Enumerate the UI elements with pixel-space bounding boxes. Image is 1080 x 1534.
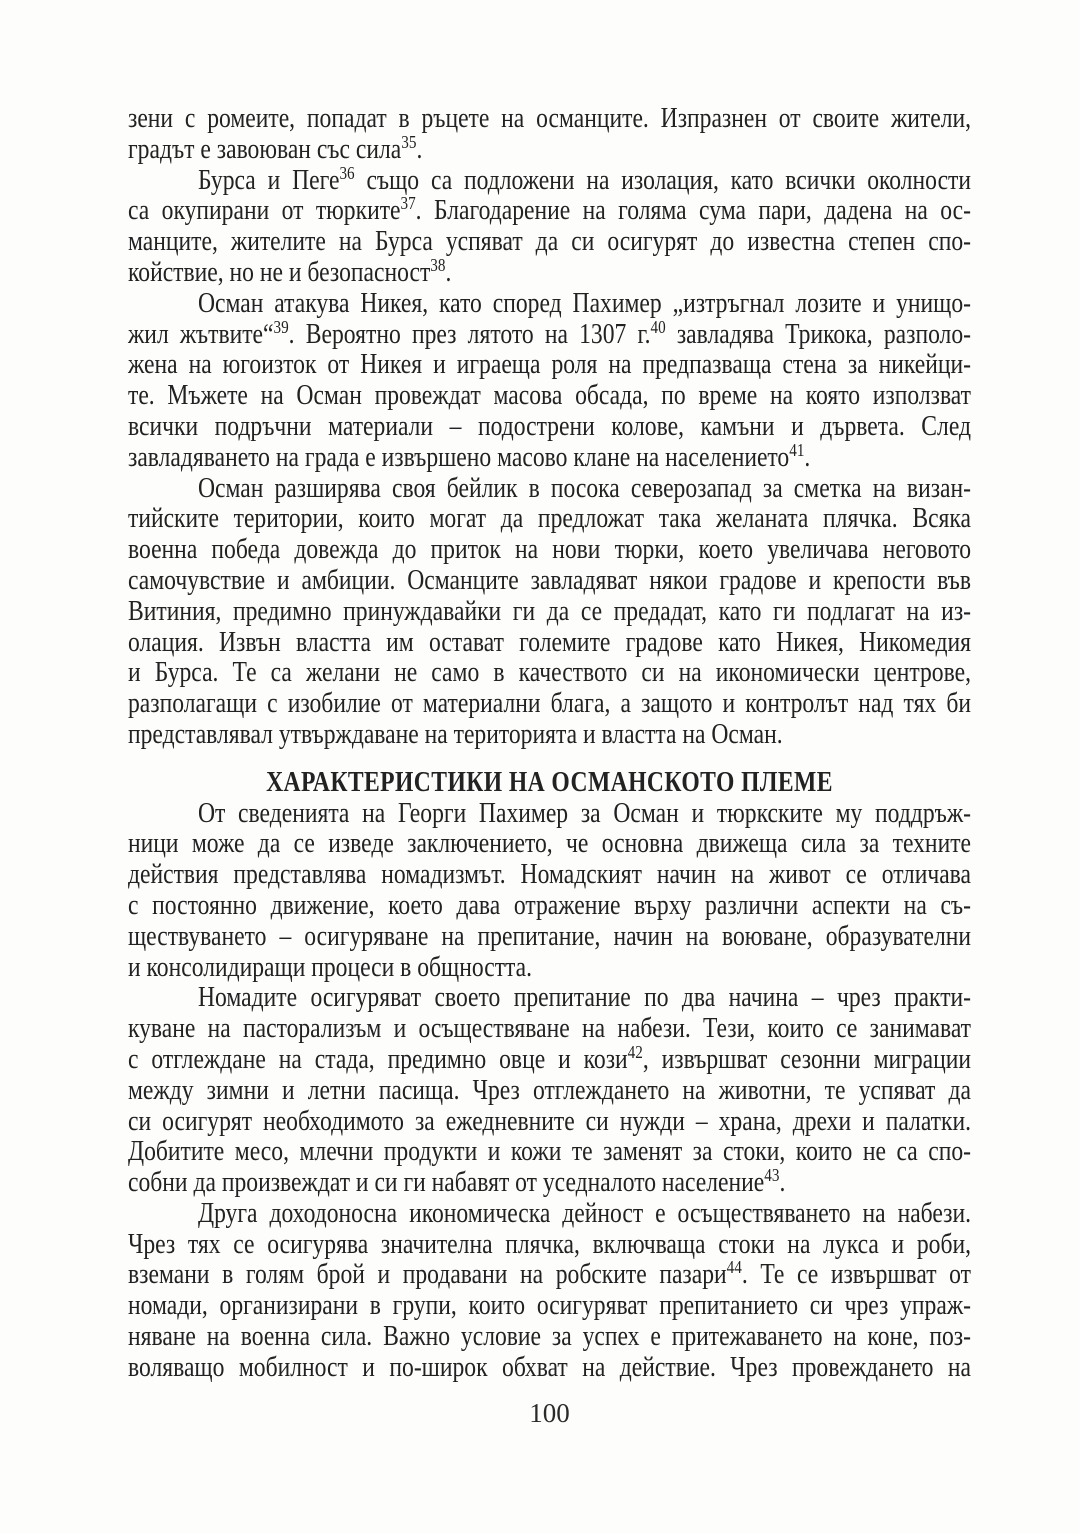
paragraph xyxy=(128,162,972,289)
footnote-reference: 35 xyxy=(401,131,417,152)
text-line: и консолидиращи процеси в общността. xyxy=(128,951,533,983)
paragraph xyxy=(128,983,971,1199)
text-line: Чрез тях се осигурява значителна плячка, включваща стоки на лукса и роби, xyxy=(128,1228,971,1260)
text-line: вземани в голям брой и продавани на робските пазари$^{44}$. Те се извършват от xyxy=(128,1257,971,1291)
paragraph xyxy=(128,104,971,166)
text-line: ници може да се изведе заключението, че основна движеща сила за техните xyxy=(128,828,971,860)
text-line: военна победа довежда до приток на нови тюрки, което увеличава неговото xyxy=(128,534,971,566)
page-number: 100 xyxy=(529,1398,570,1428)
paragraph xyxy=(128,474,971,751)
text-line: действия представлява номадизмът. Номадският начин на живот се отличава xyxy=(128,859,971,891)
footnote-reference: 42 xyxy=(627,1041,643,1062)
text-line: номади, организирани в групи, които осигуряват препитанието си чрез упраж- xyxy=(128,1290,971,1322)
footnote-reference: 36 xyxy=(339,162,355,183)
footnote-reference: 43 xyxy=(764,1165,780,1186)
paragraph xyxy=(128,289,971,474)
text-line: зени с ромеите, попадат в ръцете на османците. Изпразнен от своите жители, xyxy=(128,103,971,134)
text-column xyxy=(128,104,971,1384)
footnote-reference: 39 xyxy=(273,316,289,337)
text-line: Витиния, предимно принуждавайки ги да се предадат, като ги подлагат на из- xyxy=(128,595,971,627)
text-line: Осман разширява своя бейлик в посока северозапад за сметка на визан- xyxy=(197,472,971,504)
text-line: Добитите месо, млечни продукти и кожи те заменят за стоки, които не са спо- xyxy=(128,1136,971,1168)
text-line: олация. Извън властта им остават големите градове като Никея, Никомедия xyxy=(128,626,971,658)
text-line: От сведенията на Георги Пахимер за Осман и тюркските му поддръж- xyxy=(197,797,971,829)
text-line: градът е завоюван със сила$^{35}$. xyxy=(128,131,423,165)
text-line: те. Мъжете на Осман провеждат масова обсада, по време на която използват xyxy=(128,380,971,412)
text-line: Номадите осигуряват своето препитание по два начина – чрез практи- xyxy=(197,982,971,1014)
text-line: куване на пасторализъм и осъществяване на набези. Тези, които се занимават xyxy=(128,1013,971,1045)
text-line: представлявал утвърждаване на територията и властта на Осман. xyxy=(128,718,783,750)
paragraph xyxy=(128,799,971,984)
footnote-reference: 37 xyxy=(400,193,416,214)
text-line: воляващо мобилност и по-широк обхват на действие. Чрез провеждането на xyxy=(128,1351,971,1383)
footnote-reference: 38 xyxy=(430,254,446,275)
text-line: всички подръчни материали – подострени колове, камъни и дървета. След xyxy=(128,410,971,442)
text-line: си осигурят необходимото за ежедневните си нужди – храна, дрехи и палатки. xyxy=(128,1105,971,1137)
text-line: жил жътвите“$^{39}$. Вероятно през лятото на 1307 г.$^{40}$ завладява Трикока, разполо- xyxy=(128,316,972,350)
text-line: собни да произвеждат и си ги набавят от уседналото население$^{43}$. xyxy=(128,1165,786,1199)
text-line: тийските територии, които могат да предложат така желаната плячка. Всяка xyxy=(128,503,971,535)
text-line: Осман атакува Никея, като според Пахимер „изтръгнал лозите и унищо- xyxy=(197,287,971,319)
text-line: койствие, но не и безопасност$^{38}$. xyxy=(128,254,452,288)
text-line: ществуването – осигуряване на препитание, начин на воюване, образувателни xyxy=(128,920,971,952)
text-line: манците, жителите на Бурса успяват да си осигурят до известна степен спо- xyxy=(128,226,971,258)
text-line: няване на военна сила. Важно условие за успех е притежаването на коне, поз- xyxy=(128,1321,971,1353)
text-line: и Бурса. Те са желани не само в качеството си на икономически центрове, xyxy=(128,657,971,689)
text-line: разполагащи с изобилие от материални блага, а защото и контролът над тях би xyxy=(128,688,971,720)
text-line: Друга доходоносна икономическа дейност е осъществяването на набези. xyxy=(197,1197,971,1229)
text-line: с постоянно движение, което дава отражение върху различни аспекти на съ- xyxy=(128,889,971,921)
text-line: самочувствие и амбиции. Османците завладяват някои градове и крепости във xyxy=(128,564,971,596)
section-heading: ХАРАКТЕРИСТИКИ НА ОСМАНСКОТО ПЛЕМЕ xyxy=(266,766,833,798)
text-line: са окупирани от тюрките$^{37}$. Благодарение на голяма сума пари, дадена на ос- xyxy=(128,193,972,227)
text-line: Бурса и Пеге$^{36}$ също са подложени на изолация, като всички околности xyxy=(197,162,972,196)
footnote-reference: 44 xyxy=(726,1257,742,1278)
footnote-reference: 40 xyxy=(650,316,666,337)
text-line: с отглеждане на стада, предимно овце и кози$^{42}$, извършват сезонни миграции xyxy=(128,1041,972,1075)
text-line: между зимни и летни пасища. Чрез отглеждането на животни, те успяват да xyxy=(128,1074,971,1106)
footnote-reference: 41 xyxy=(789,439,805,460)
text-line: жена на югоизток от Никея и играеща роля на предпазваща стена за никейци- xyxy=(128,349,971,381)
paragraph xyxy=(128,1199,971,1384)
text-line: завладяването на града е извършено масово клане на населението$^{41}$. xyxy=(128,439,811,473)
